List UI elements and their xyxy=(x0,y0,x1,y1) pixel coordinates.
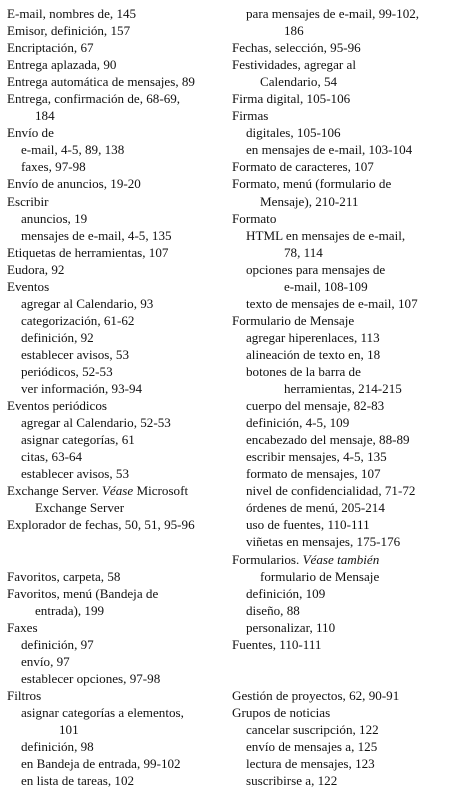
entry-text: mensajes de e-mail, 4-5, 135 xyxy=(21,227,172,243)
entry-text: Formularios. xyxy=(232,551,303,567)
entry-text: envío, 97 xyxy=(21,653,70,669)
index-subentry xyxy=(232,619,447,636)
entry-text: uso de fuentes, 110-111 xyxy=(246,517,370,533)
entry-text: Exchange Server xyxy=(35,500,125,516)
section-gap xyxy=(232,653,447,670)
index-entry xyxy=(232,551,447,568)
index-entry xyxy=(232,312,447,329)
index-entry xyxy=(7,516,222,533)
index-entry xyxy=(7,22,222,39)
entry-text: establecer opciones, 97-98 xyxy=(21,670,161,686)
index-entry xyxy=(232,210,447,227)
entry-text: definición, 97 xyxy=(21,636,94,652)
entry-text: Firma digital, 105-106 xyxy=(232,91,351,107)
cross-reference-term: Véase también xyxy=(302,551,380,567)
entry-text: agregar hiperenlaces, 113 xyxy=(246,329,380,345)
index-entry xyxy=(7,56,222,73)
entry-text: en Bandeja de entrada, 99-102 xyxy=(21,756,181,772)
entry-text: Entrega automática de mensajes, 89 xyxy=(7,74,195,90)
entry-text: diseño, 88 xyxy=(246,602,300,618)
index-entry xyxy=(7,39,222,56)
entry-text: Eudora, 92 xyxy=(7,261,65,277)
entry-text: periódicos, 52-53 xyxy=(21,363,113,379)
index-entry xyxy=(7,568,222,585)
entry-text: 184 xyxy=(35,108,55,124)
entry-text: faxes, 97-98 xyxy=(21,159,86,175)
entry-text: personalizar, 110 xyxy=(246,619,336,635)
entry-text: suscribirse a, 122 xyxy=(246,773,338,789)
section-gap xyxy=(7,533,222,550)
index-subentry xyxy=(232,465,447,482)
entry-text: citas, 63-64 xyxy=(21,449,83,465)
index-subentry xyxy=(7,227,222,244)
index-subentry xyxy=(7,653,222,670)
index-entry xyxy=(232,704,447,721)
index-subentry xyxy=(232,380,447,397)
index-subentry xyxy=(7,107,222,124)
index-entry xyxy=(7,193,222,210)
index-entry xyxy=(232,39,447,56)
entry-text: Filtros xyxy=(7,687,42,703)
index-subentry xyxy=(232,295,447,312)
index-subentry xyxy=(7,414,222,431)
entry-text: definición, 4-5, 109 xyxy=(246,415,350,431)
entry-text: herramientas, 214-215 xyxy=(284,381,402,397)
index-subentry xyxy=(232,533,447,550)
entry-text: Exchange Server. xyxy=(7,483,102,499)
index-subentry xyxy=(232,414,447,431)
entry-text: agregar al Calendario, 93 xyxy=(21,295,154,311)
index-subentry xyxy=(7,141,222,158)
index-subentry xyxy=(232,721,447,738)
entry-text: Gestión de proyectos, 62, 90-91 xyxy=(232,687,400,703)
entry-text: Formulario de Mensaje xyxy=(232,312,355,328)
index-subentry xyxy=(7,431,222,448)
entry-text: envío de mensajes a, 125 xyxy=(246,739,378,755)
index-entry xyxy=(7,175,222,192)
index-subentry xyxy=(232,278,447,295)
entry-text: cancelar suscripción, 122 xyxy=(246,721,379,737)
index-entry xyxy=(232,158,447,175)
index-entry xyxy=(7,585,222,602)
entry-text: Faxes xyxy=(7,619,38,635)
entry-text: Fuentes, 110-111 xyxy=(232,636,322,652)
index-subentry xyxy=(232,244,447,261)
index-subentry xyxy=(7,721,222,738)
entry-text: Envío de anuncios, 19-20 xyxy=(7,176,141,192)
index-subentry xyxy=(7,158,222,175)
entry-text: Calendario, 54 xyxy=(260,74,338,90)
entry-text: texto de mensajes de e-mail, 107 xyxy=(246,295,418,311)
entry-text: Entrega, confirmación de, 68-69, xyxy=(7,91,181,107)
index-subentry xyxy=(232,397,447,414)
index-entry xyxy=(7,278,222,295)
index-subentry xyxy=(232,568,447,585)
entry-text: asignar categorías, 61 xyxy=(21,432,135,448)
index-subentry xyxy=(232,585,447,602)
entry-text: Entrega aplazada, 90 xyxy=(7,57,117,73)
entry-text: e-mail, 108-109 xyxy=(284,278,368,294)
index-subentry xyxy=(7,602,222,619)
entry-text: en mensajes de e-mail, 103-104 xyxy=(246,142,413,158)
entry-text: Favoritos, menú (Bandeja de xyxy=(7,585,159,601)
entry-text: Escribir xyxy=(7,193,49,209)
index-subentry xyxy=(232,124,447,141)
index-subentry xyxy=(232,516,447,533)
index-subentry xyxy=(232,346,447,363)
index-subentry xyxy=(232,141,447,158)
index-entry xyxy=(7,482,222,499)
index-subentry xyxy=(7,738,222,755)
index-subentry xyxy=(7,670,222,687)
entry-text: anuncios, 19 xyxy=(21,210,88,226)
index-subentry xyxy=(232,363,447,380)
index-subentry xyxy=(232,755,447,772)
entry-text: Fechas, selección, 95-96 xyxy=(232,40,361,56)
entry-text: Etiquetas de herramientas, 107 xyxy=(7,244,169,260)
entry-text: lectura de mensajes, 123 xyxy=(246,756,375,772)
index-subentry xyxy=(7,346,222,363)
entry-text: HTML en mensajes de e-mail, xyxy=(246,227,406,243)
entry-text: digitales, 105-106 xyxy=(246,125,341,141)
entry-text: encabezado del mensaje, 88-89 xyxy=(246,432,410,448)
index-subentry xyxy=(7,380,222,397)
index-entry xyxy=(232,107,447,124)
entry-text: definición, 98 xyxy=(21,739,94,755)
index-subentry xyxy=(232,499,447,516)
index-subentry xyxy=(7,755,222,772)
index-subentry xyxy=(232,482,447,499)
entry-text: Grupos de noticias xyxy=(232,704,331,720)
index-subentry xyxy=(7,704,222,721)
index-subentry xyxy=(7,636,222,653)
entry-text: e-mail, 4-5, 89, 138 xyxy=(21,142,125,158)
entry-text: Formato xyxy=(232,210,277,226)
index-subentry xyxy=(232,448,447,465)
entry-text: agregar al Calendario, 52-53 xyxy=(21,415,171,431)
index-entry xyxy=(232,636,447,653)
index-subentry xyxy=(7,295,222,312)
index-column-left xyxy=(7,5,222,789)
entry-text: definición, 92 xyxy=(21,329,94,345)
index-subentry xyxy=(232,261,447,278)
entry-text: formulario de Mensaje xyxy=(260,568,380,584)
cross-reference-term: Véase xyxy=(101,483,134,499)
index-subentry xyxy=(7,448,222,465)
entry-text: Formato de caracteres, 107 xyxy=(232,159,374,175)
entry-text: Eventos periódicos xyxy=(7,398,107,414)
index-entry xyxy=(7,261,222,278)
index-subentry xyxy=(232,738,447,755)
entry-text: Firmas xyxy=(232,108,269,124)
entry-text: formato de mensajes, 107 xyxy=(246,466,381,482)
entry-text: Encriptación, 67 xyxy=(7,40,94,56)
entry-text: nivel de confidencialidad, 71-72 xyxy=(246,483,416,499)
index-entry xyxy=(7,90,222,107)
entry-text: alineación de texto en, 18 xyxy=(246,346,381,362)
index-entry xyxy=(7,5,222,22)
entry-text: en lista de tareas, 102 xyxy=(21,773,135,789)
entry-text: Formato, menú (formulario de xyxy=(232,176,392,192)
entry-text: Envío de xyxy=(7,125,54,141)
index-entry xyxy=(232,56,447,73)
index-entry xyxy=(232,687,447,704)
entry-text: categorización, 61-62 xyxy=(21,312,135,328)
index-subentry xyxy=(7,465,222,482)
entry-text: establecer avisos, 53 xyxy=(21,346,129,362)
index-subentry xyxy=(232,227,447,244)
entry-text: ver información, 93-94 xyxy=(21,381,143,397)
entry-text: entrada), 199 xyxy=(35,602,105,618)
index-subentry xyxy=(232,772,447,789)
entry-text: órdenes de menú, 205-214 xyxy=(246,500,385,516)
section-gap xyxy=(232,670,447,687)
entry-text: Explorador de fechas, 50, 51, 95-96 xyxy=(7,517,195,533)
index-subentry xyxy=(7,210,222,227)
entry-text: viñetas en mensajes, 175-176 xyxy=(246,534,401,550)
index-subentry xyxy=(7,499,222,516)
index-subentry xyxy=(232,193,447,210)
index-subentry xyxy=(7,312,222,329)
index-column-right xyxy=(232,5,447,789)
entry-text: Festividades, agregar al xyxy=(232,57,356,73)
index-entry xyxy=(7,124,222,141)
index-subentry xyxy=(7,772,222,789)
entry-text: botones de la barra de xyxy=(246,363,361,379)
entry-text: Eventos xyxy=(7,278,50,294)
index-subentry xyxy=(232,73,447,90)
entry-text: 78, 114 xyxy=(284,244,323,260)
entry-text: establecer avisos, 53 xyxy=(21,466,129,482)
index-entry xyxy=(232,175,447,192)
index-subentry xyxy=(232,5,447,22)
index-entry xyxy=(7,73,222,90)
entry-text: para mensajes de e-mail, 99-102, xyxy=(246,6,420,21)
index-subentry xyxy=(232,431,447,448)
entry-text: 186 xyxy=(284,23,304,39)
entry-text: opciones para mensajes de xyxy=(246,261,386,277)
entry-text: cuerpo del mensaje, 82-83 xyxy=(246,398,385,414)
entry-text: Mensaje), 210-211 xyxy=(260,193,359,209)
index-subentry xyxy=(232,22,447,39)
index-entry xyxy=(232,90,447,107)
index-subentry xyxy=(7,329,222,346)
index-entry xyxy=(7,244,222,261)
index-subentry xyxy=(232,602,447,619)
entry-text: Favoritos, carpeta, 58 xyxy=(7,568,121,584)
entry-text: Emisor, definición, 157 xyxy=(7,23,131,39)
index-entry xyxy=(7,619,222,636)
entry-text: definición, 109 xyxy=(246,585,326,601)
index-subentry xyxy=(232,329,447,346)
index-entry xyxy=(7,397,222,414)
entry-text: escribir mensajes, 4-5, 135 xyxy=(246,449,387,465)
entry-text: 101 xyxy=(59,721,79,737)
entry-text: asignar categorías a elementos, xyxy=(21,704,184,720)
entry-text-continued: Microsoft xyxy=(133,483,189,499)
index-entry xyxy=(7,687,222,704)
index-subentry xyxy=(7,363,222,380)
section-gap xyxy=(7,551,222,568)
entry-text: E-mail, nombres de, 145 xyxy=(7,6,137,21)
